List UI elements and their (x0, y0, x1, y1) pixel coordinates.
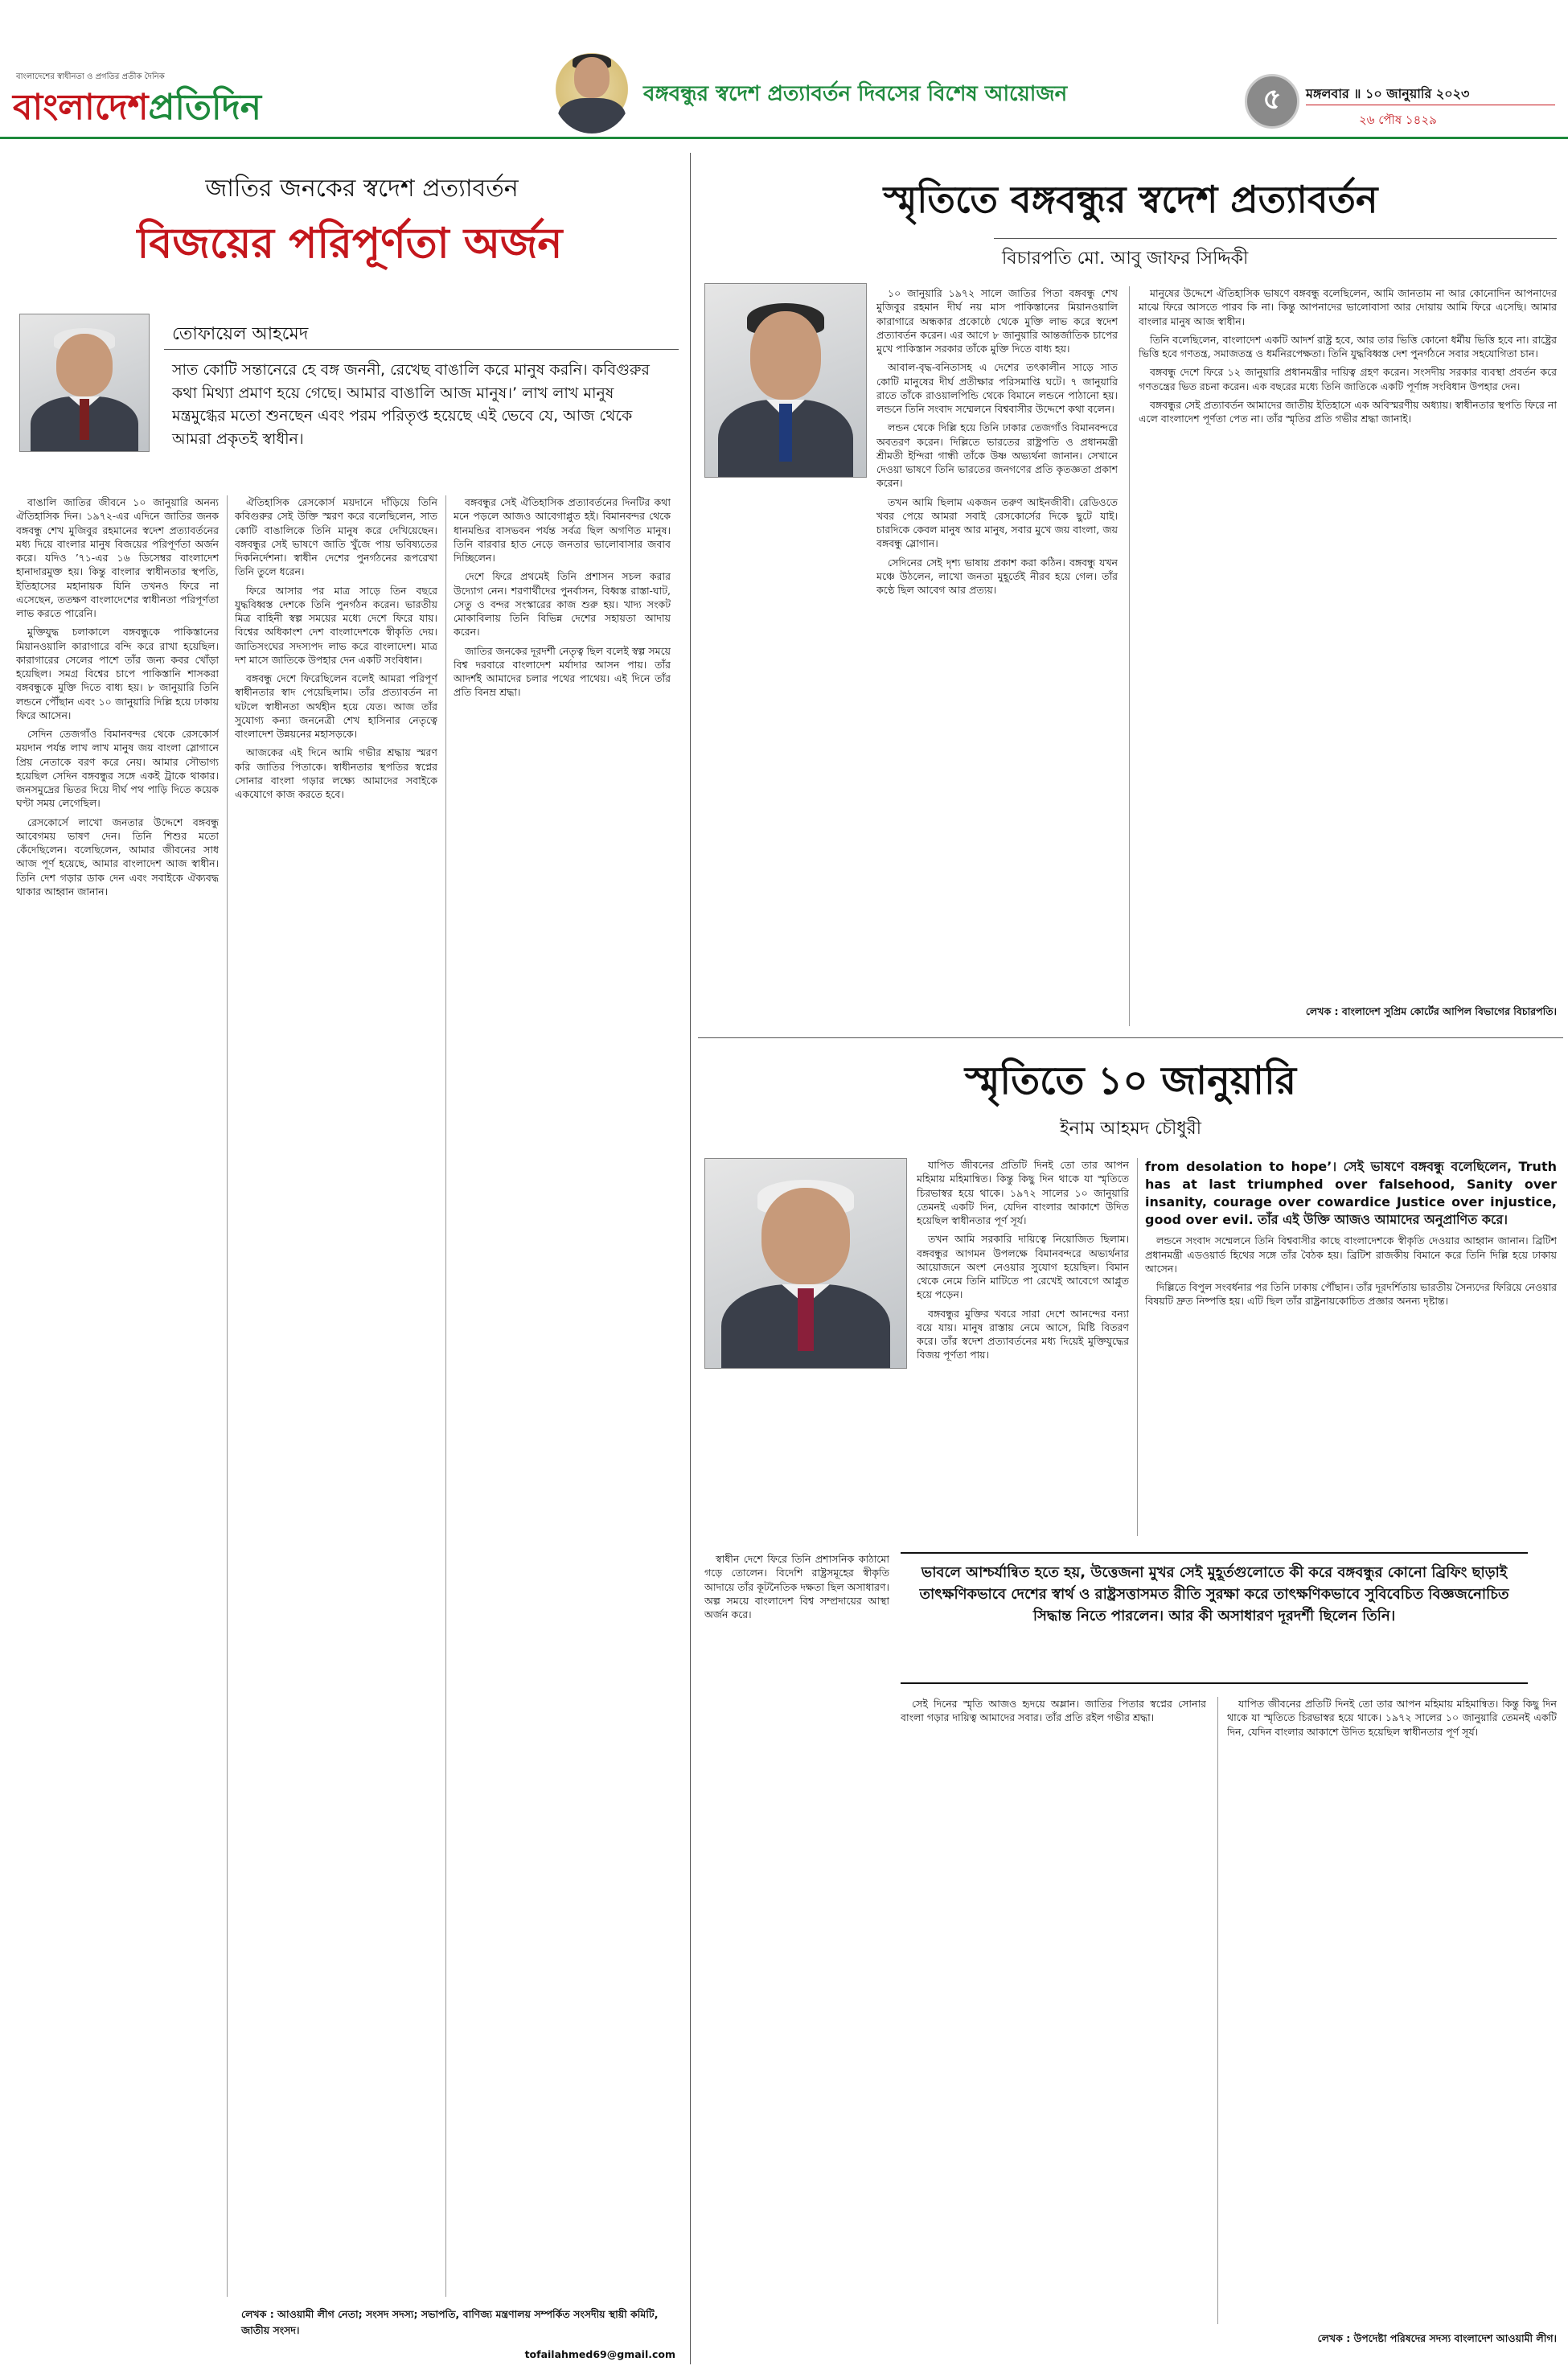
left-col3-paragraph: বঙ্গবন্ধুর সেই ঐতিহাসিক প্রত্যাবর্তনের দিনটির কথা মনে পড়লে আজও আবেগাপ্লুত হই। বিমানবন্দর থেকে ধানমন্ডির বাসভবন পর্যন্ত সর্বত্র ছিল অগণিত মানুষ। তিনি বারবার হাত নেড়ে জনতার ভালোবাসার জবাব দিচ্ছিলেন। (454, 496, 671, 564)
right-bottom-column-2 (1145, 1158, 1557, 1536)
right-bottom-col1-paragraph: বঙ্গবন্ধুর মুক্তির খবরে সারা দেশে আনন্দের বন্যা বয়ে যায়। মানুষ রাস্তায় নেমে আসে, মিষ্টি বিতরণ করে। তাঁর স্বদেশ প্রত্যাবর্তনের মধ্য দিয়েই মুক্তিযুদ্ধের বিজয় পূর্ণতা পায়। (917, 1307, 1129, 1362)
right-bottom-byline-footer: লেখক : উপদেষ্টা পরিষদের সদস্য বাংলাদেশ আওয়ামী লীগ। (1317, 2332, 1557, 2344)
left-col1-paragraph: বাঙালি জাতির জীবনে ১০ জানুয়ারি অনন্য ঐতিহাসিক দিন। ১৯৭২-এর এদিনে জাতির জনক বঙ্গবন্ধু শেখ মুজিবুর রহমানের স্বদেশ প্রত্যাবর্তনের মধ্য দিয়ে বাংলার মানুষ বিজয়ের পরিপূর্ণতা অর্জন করে। যদিও ’৭১-এর ১৬ ডিসেম্বর বাংলাদেশ হানাদারমুক্ত হয়। কিন্তু বাংলার স্বাধীনতার স্থপতি, ইতিহাসের মহানায়ক যিনি তখনও ফিরে না এসেছেন, ততক্ষণ বাংলাদেশের স্বাধীনতা পরিপূর্ণতা লাভ করতে পারেনি। (16, 496, 219, 619)
left-author-photo (19, 314, 150, 452)
logo-part-2: প্রতিদিন (148, 87, 261, 128)
right-top-col1-paragraph: লন্ডন থেকে দিল্লি হয়ে তিনি ঢাকার তেজগাঁও বিমানবন্দরে অবতরণ করেন। দিল্লিতে ভারতের রাষ্ট্রপতি ও প্রধানমন্ত্রী শ্রীমতী ইন্দিরা গান্ধী তাঁকে উষ্ণ অভ্যর্থনা জানান। সেখানে দেওয়া ভাষণে তিনি ভারতের জনগণের প্রতি কৃতজ্ঞতা প্রকাশ করেন। (876, 421, 1118, 490)
right-top-col1-paragraph: ১০ জানুয়ারি ১৯৭২ সালে জাতির পিতা বঙ্গবন্ধু শেখ মুজিবুর রহমান দীর্ঘ নয় মাস পাকিস্তানের মিয়ানওয়ালি কারাগারে অন্ধকার প্রকোষ্ঠে থেকে মুক্তি লাভ করে স্বদেশ প্রত্যাবর্তন করেন। এর আগে ৮ জানুয়ারি আন্তর্জাতিক চাপের মুখে পাকিস্তান সরকার তাঁকে মুক্তি দিতে বাধ্য হয়। (876, 287, 1118, 355)
left-col2-paragraph: ঐতিহাসিক রেসকোর্স ময়দানে দাঁড়িয়ে তিনি কবিগুরুর সেই উক্তি স্মরণ করে বলেছিলেন, সাত কোটি বাঙালিকে তিনি মানুষ করে দেখিয়েছেন। বঙ্গবন্ধুর সেই ভাষণে জাতি খুঁজে পায় ভবিষ্যতের দিকনির্দেশনা। স্বাধীন দেশের পুনর্গঠনের রূপরেখা তিনি তুলে ধরেন। (235, 496, 437, 578)
right-top-col1-paragraph: আবাল-বৃদ্ধ-বনিতাসহ এ দেশের তৎকালীন সাড়ে সাত কোটি মানুষের দীর্ঘ প্রতীক্ষার পরিসমাপ্তি ঘটে। ৭ জানুয়ারি রাতে তাঁকে রাওয়ালপিন্ডি থেকে বিমানে লন্ডনে পাঠানো হয়। লন্ডনে তিনি সংবাদ সম্মেলনে বিশ্ববাসীর উদ্দেশে কথা বলেন। (876, 361, 1118, 415)
left-article-column-1 (16, 495, 219, 2265)
right-bottom-author-photo (704, 1158, 907, 1369)
left-col1-paragraph: সেদিন তেজগাঁও বিমানবন্দর থেকে রেসকোর্স ময়দান পর্যন্ত লাখ লাখ মানুষ জয় বাংলা স্লোগানে প্রিয় নেতাকে বরণ করে নেয়। আমার সৌভাগ্য হয়েছিল সেদিন বঙ্গবন্ধুর সঙ্গে একই ট্রাকে থাকার। জনসমুদ্রের ভিতর দিয়ে দীর্ঘ পথ পাড়ি দিতে কয়েক ঘণ্টা সময় লেগেছিল। (16, 728, 219, 810)
left-col3-paragraph: দেশে ফিরে প্রথমেই তিনি প্রশাসন সচল করার উদ্যোগ নেন। শরণার্থীদের পুনর্বাসন, বিধ্বস্ত রাস্তা-ঘাট, সেতু ও বন্দর সংস্কারের কাজ শুরু হয়। খাদ্য সংকট মোকাবিলায় তিনি বিভিন্ন দেশের সহায়তা আদায় করেন। (454, 570, 671, 639)
page-number-badge (1245, 74, 1299, 129)
right-top-col1-paragraph: সেদিনের সেই দৃশ্য ভাষায় প্রকাশ করা কঠিন। বঙ্গবন্ধু যখন মঞ্চে উঠলেন, লাখো জনতা মুহূর্তেই নীরব হয়ে গেল। তাঁর কণ্ঠে ছিল আবেগ আর প্রত্যয়। (876, 556, 1118, 596)
right-top-byline-footer: লেখক : বাংলাদেশ সুপ্রিম কোর্টের আপিল বিভাগের বিচারপতি। (1305, 1005, 1557, 1017)
masthead (0, 0, 1568, 143)
left-article-column-2 (235, 495, 437, 2265)
banner-title: বঙ্গবন্ধুর স্বদেশ প্রত্যাবর্তন দিবসের বিশেষ আয়োজন (643, 82, 1068, 106)
right-bottom-col1-paragraph: যাপিত জীবনের প্রতিটি দিনই তো তার আপন মহিমায় মহিমান্বিত। কিন্তু কিছু দিন থাকে যা স্মৃতিতে চিরভাস্বর হয়ে থাকে। ১৯৭২ সালের ১০ জানুয়ারি তেমনই একটি দিন, যেদিন বাংলার আকাশে উদিত হয়েছিল স্বাধীনতার পূর্ণ সূর্য। (1227, 1698, 1557, 1738)
right-bottom-column-5 (1227, 1697, 1557, 2308)
right-top-col2-paragraph: তিনি বলেছিলেন, বাংলাদেশ একটি আদর্শ রাষ্ট্র হবে, আর তার ভিত্তি কোনো ধর্মীয় ভিত্তি হবে না। রাষ্ট্রের ভিত্তি হবে গণতন্ত্র, সমাজতন্ত্র ও ধর্মনিরপেক্ষতা। তিনি যুদ্ধবিধ্বস্ত দেশ পুনর্গঠনে সবার সহযোগিতা চান। (1139, 333, 1557, 359)
right-bottom-headline: স্মৃতিতে ১০ জানুয়ারি (964, 1058, 1297, 1103)
right-top-column-1 (876, 286, 1118, 994)
right-bottom-col2-paragraph: লন্ডনে সংবাদ সম্মেলনে তিনি বিশ্ববাসীর কাছে বাংলাদেশকে স্বীকৃতি দেওয়ার আহ্বান জানান। ব্রিটিশ প্রধানমন্ত্রী এডওয়ার্ড হিথের সঙ্গে তাঁর বৈঠক হয়। ব্রিটিশ রাজকীয় বিমানে করে তিনি দিল্লি হয়ে ঢাকায় আসেন। (1145, 1234, 1557, 1275)
left-pull-quote: সাত কোটি সন্তানেরে হে বঙ্গ জননী, রেখেছ বাঙালি করে মানুষ করনি। কবিগুরুর কথা মিথ্যা প্রমাণ হয়ে গেছে। আমার বাঙালি আজ মানুষ।’ লাখ লাখ মানুষ মন্ত্রমুগ্ধের মতো শুনছেন এবং পরম পরিতৃপ্ত হয়েছে এই ভেবে যে, আজ থেকে আমরা প্রকৃতই স্বাধীন। (172, 361, 650, 448)
right-bottom-column-1 (917, 1158, 1129, 1536)
right-top-author: বিচারপতি মো. আবু জাফর সিদ্দিকী (1002, 248, 1249, 269)
page-number: ৫ (1262, 83, 1282, 116)
date-line-2: ২৬ পৌষ ১৪২৯ (1359, 113, 1437, 127)
right-bottom-col2-paragraph: সেই দিনের স্মৃতি আজও হৃদয়ে অম্লান। জাতির পিতার স্বপ্নের সোনার বাংলা গড়ার দায়িত্ব আমাদের সবার। তাঁর প্রতি রইল গভীর শ্রদ্ধা। (901, 1698, 1206, 1724)
left-article-column-3 (454, 495, 671, 2184)
right-top-column-2 (1139, 286, 1557, 994)
banner-portrait-photo (552, 45, 632, 133)
left-col2-paragraph: ফিরে আসার পর মাত্র সাড়ে তিন বছরে যুদ্ধবিধ্বস্ত দেশকে তিনি পুনর্গঠন করেন। ভারতীয় মিত্র বাহিনী স্বল্প সময়ের মধ্যে দেশে ফিরে যায়। বিশ্বের অধিকাংশ দেশ বাংলাদেশকে স্বীকৃতি দেয়। জাতিসংঘের সদস্যপদ লাভ করে বাংলাদেশ। মাত্র দশ মাসে জাতিকে উপহার দেন একটি সংবিধান। (235, 584, 437, 666)
right-bottom-column-4 (901, 1697, 1206, 2308)
left-article-author: তোফায়েল আহমেদ (172, 324, 309, 344)
right-bottom-pull-quote: ভাবলে আশ্চর্যান্বিত হতে হয়, উত্তেজনা মুখর সেই মুহূর্তগুলোতে কী করে বঙ্গবন্ধুর কোনো ব্রিফিং ছাড়াই তাৎক্ষণিকভাবে দেশের স্বার্থ ও রাষ্ট্রসত্তাসমত রীতি সুরক্ষা করে তাৎক্ষণিকভাবে সুবিবেচিত বিজ্ঞজনোচিত সিদ্ধান্ত নিতে পারলেন। আর কী অসাধারণ দূরদর্শী ছিলেন তিনি। (919, 1564, 1509, 1624)
left-article-email[interactable]: tofailahmed69@gmail.com (524, 2348, 675, 2360)
right-bottom-col1-paragraph: স্বাধীন দেশে ফিরে তিনি প্রশাসনিক কাঠামো গড়ে তোলেন। বিদেশি রাষ্ট্রসমূহের স্বীকৃতি আদায়ে তাঁর কূটনৈতিক দক্ষতা ছিল অসাধারণ। অল্প সময়ে বাংলাদেশ বিশ্ব সম্প্রদায়ের আস্থা অর্জন করে। (704, 1553, 889, 1620)
right-top-col2-paragraph: বঙ্গবন্ধুর সেই প্রত্যাবর্তন আমাদের জাতীয় ইতিহাসে এক অবিস্মরণীয় অধ্যায়। স্বাধীনতার স্থপতি ফিরে না এলে বাংলাদেশ পূর্ণতা পেত না। তাঁর স্মৃতির প্রতি গভীর শ্রদ্ধা জানাই। (1139, 398, 1557, 425)
left-article-headline: বিজয়ের পরিপূর্ণতা অর্জন (137, 220, 563, 268)
right-bottom-col2-paragraph: from desolation to hope’। সেই ভাষণে বঙ্গবন্ধু বলেছিলেন, Truth has at last triumphed over falsehood, Sanity over insanity, courage over cowardice Justice over injustice, good over evil. তাঁর এই উক্তি আজও আমাদের অনুপ্রাণিত করে। (1145, 1159, 1557, 1228)
left-col1-paragraph: রেসকোর্সে লাখো জনতার উদ্দেশে বঙ্গবন্ধু আবেগময় ভাষণ দেন। তিনি শিশুর মতো কেঁদেছিলেন। বলেছিলেন, আমার জীবনের সাধ আজ পূর্ণ হয়েছে, আমার বাংলাদেশ আজ স্বাধীন। তিনি দেশ গড়ার ডাক দেন এবং সবাইকে ঐক্যবদ্ধ থাকার আহ্বান জানান। (16, 815, 219, 897)
date-line-1: মঙ্গলবার ॥ ১০ জানুয়ারি ২০২৩ (1306, 86, 1470, 101)
right-bottom-col2-paragraph: দিল্লিতে বিপুল সংবর্ধনার পর তিনি ঢাকায় পৌঁছান। তাঁর দূরদর্শিতায় ভারতীয় সৈন্যদের ফিরিয়ে নেওয়ার বিষয়টি দ্রুত নিষ্পত্তি হয়। এটি ছিল তাঁর রাষ্ট্রনায়কোচিত প্রজ্ঞার অনন্য দৃষ্টান্ত। (1145, 1281, 1557, 1308)
left-article-kicker: জাতির জনকের স্বদেশ প্রত্যাবর্তন (205, 175, 519, 203)
left-col3-paragraph: জাতির জনকের দূরদর্শী নেতৃত্ব ছিল বলেই স্বল্প সময়ে বিশ্ব দরবারে বাংলাদেশ মর্যাদার আসন পায়। তাঁর আদর্শই আমাদের চলার পথের পাথেয়। এই দিনে তাঁর প্রতি বিনম্র শ্রদ্ধা। (454, 644, 671, 699)
right-bottom-pull-quote-box (901, 1552, 1528, 1684)
right-top-col2-paragraph: মানুষের উদ্দেশে ঐতিহাসিক ভাষণে বঙ্গবন্ধু বলেছিলেন, আমি জানতাম না আর কোনোদিন আপনাদের মাঝে ফিরে আসতে পারব কি না। কিন্তু আপনাদের ভালোবাসা আর দোয়ায় আমি ফিরে এসেছি। আমার বাংলার মানুষ আজ স্বাধীন। (1139, 287, 1557, 327)
right-top-author-photo (704, 283, 867, 478)
left-col1-paragraph: মুক্তিযুদ্ধ চলাকালে বঙ্গবন্ধুকে পাকিস্তানের মিয়ানওয়ালি কারাগারে বন্দি করে রাখা হয়েছিল। কারাগারের সেলের পাশে তাঁর জন্য কবর খোঁড়া হয়েছিল। সমগ্র বিশ্বের চাপে পাকিস্তানি শাসকরা বঙ্গবন্ধুকে মুক্তি দিতে বাধ্য হয়। ৮ জানুয়ারি তিনি লন্ডনে পৌঁছান এবং ১০ জানুয়ারি দিল্লি হয়ে ঢাকায় ফিরে আসেন। (16, 626, 219, 721)
left-col2-paragraph: আজকের এই দিনে আমি গভীর শ্রদ্ধায় স্মরণ করি জাতির পিতাকে। স্বাধীনতার স্থপতির স্বপ্নের সোনার বাংলা গড়ার লক্ষ্যে আমাদের সবাইকে একযোগে কাজ করতে হবে। (235, 746, 437, 800)
right-bottom-col1-paragraph: যাপিত জীবনের প্রতিটি দিনই তো তার আপন মহিমায় মহিমান্বিত। কিন্তু কিছু দিন থাকে যা স্মৃতিতে চিরভাস্বর হয়ে থাকে। ১৯৭২ সালের ১০ জানুয়ারি তেমনই একটি দিন, যেদিন বাংলার আকাশে উদিত হয়েছিল স্বাধীনতার পূর্ণ সূর্য। (917, 1159, 1129, 1226)
right-top-col2-paragraph: বঙ্গবন্ধু দেশে ফিরে ১২ জানুয়ারি প্রধানমন্ত্রীর দায়িত্ব গ্রহণ করেন। সংসদীয় সরকার ব্যবস্থা প্রবর্তন করে গণতন্ত্রের ভিত রচনা করেন। এক বছরের মধ্যে তিনি জাতিকে একটি পূর্ণাঙ্গ সংবিধান উপহার দেন। (1139, 366, 1557, 392)
right-top-headline: স্মৃতিতে বঙ্গবন্ধুর স্বদেশ প্রত্যাবর্তন (883, 178, 1378, 221)
newspaper-logo[interactable] (13, 80, 261, 129)
right-bottom-author: ইনাম আহমদ চৌধুরী (1060, 1119, 1201, 1139)
masthead-tagline: বাংলাদেশের স্বাধীনতা ও প্রগতির প্রতীক দৈনিক (16, 72, 165, 81)
right-top-col1-paragraph: তখন আমি ছিলাম একজন তরুণ আইনজীবী। রেডিওতে খবর পেয়ে আমরা সবাই রেসকোর্সের দিকে ছুটে যাই। চারদিকে কেবল মানুষ আর মানুষ, সবার মুখে জয় বাংলা, জয় বঙ্গবন্ধু স্লোগান। (876, 495, 1118, 550)
right-bottom-col1-paragraph: তখন আমি সরকারি দায়িত্বে নিয়োজিত ছিলাম। বঙ্গবন্ধুর আগমন উপলক্ষে বিমানবন্দরে অভ্যর্থনার আয়োজনে অংশ নেওয়ার সুযোগ হয়েছিল। বিমান থেকে নেমে তিনি মাটিতে পা রেখেই আবেগে আপ্লুত হয়ে পড়েন। (917, 1233, 1129, 1301)
left-article-byline-footer: লেখক : আওয়ামী লীগ নেতা; সংসদ সদস্য; সভাপতি, বাণিজ্য মন্ত্রণালয় সম্পর্কিত সংসদীয় স্থায়ী কমিটি, জাতীয় সংসদ। (241, 2308, 659, 2336)
right-bottom-column-3 (704, 1552, 889, 2260)
logo-part-1: বাংলাদেশ (13, 87, 149, 128)
left-col2-paragraph: বঙ্গবন্ধু দেশে ফিরেছিলেন বলেই আমরা পরিপূর্ণ স্বাধীনতার স্বাদ পেয়েছিলাম। তাঁর প্রত্যাবর্তন না ঘটলে স্বাধীনতা অর্থহীন হয়ে যেত। আজ তাঁর সুযোগ্য কন্যা জননেত্রী শেখ হাসিনার নেতৃত্বে বাংলাদেশ উন্নয়নের মহাসড়কে। (235, 672, 437, 740)
